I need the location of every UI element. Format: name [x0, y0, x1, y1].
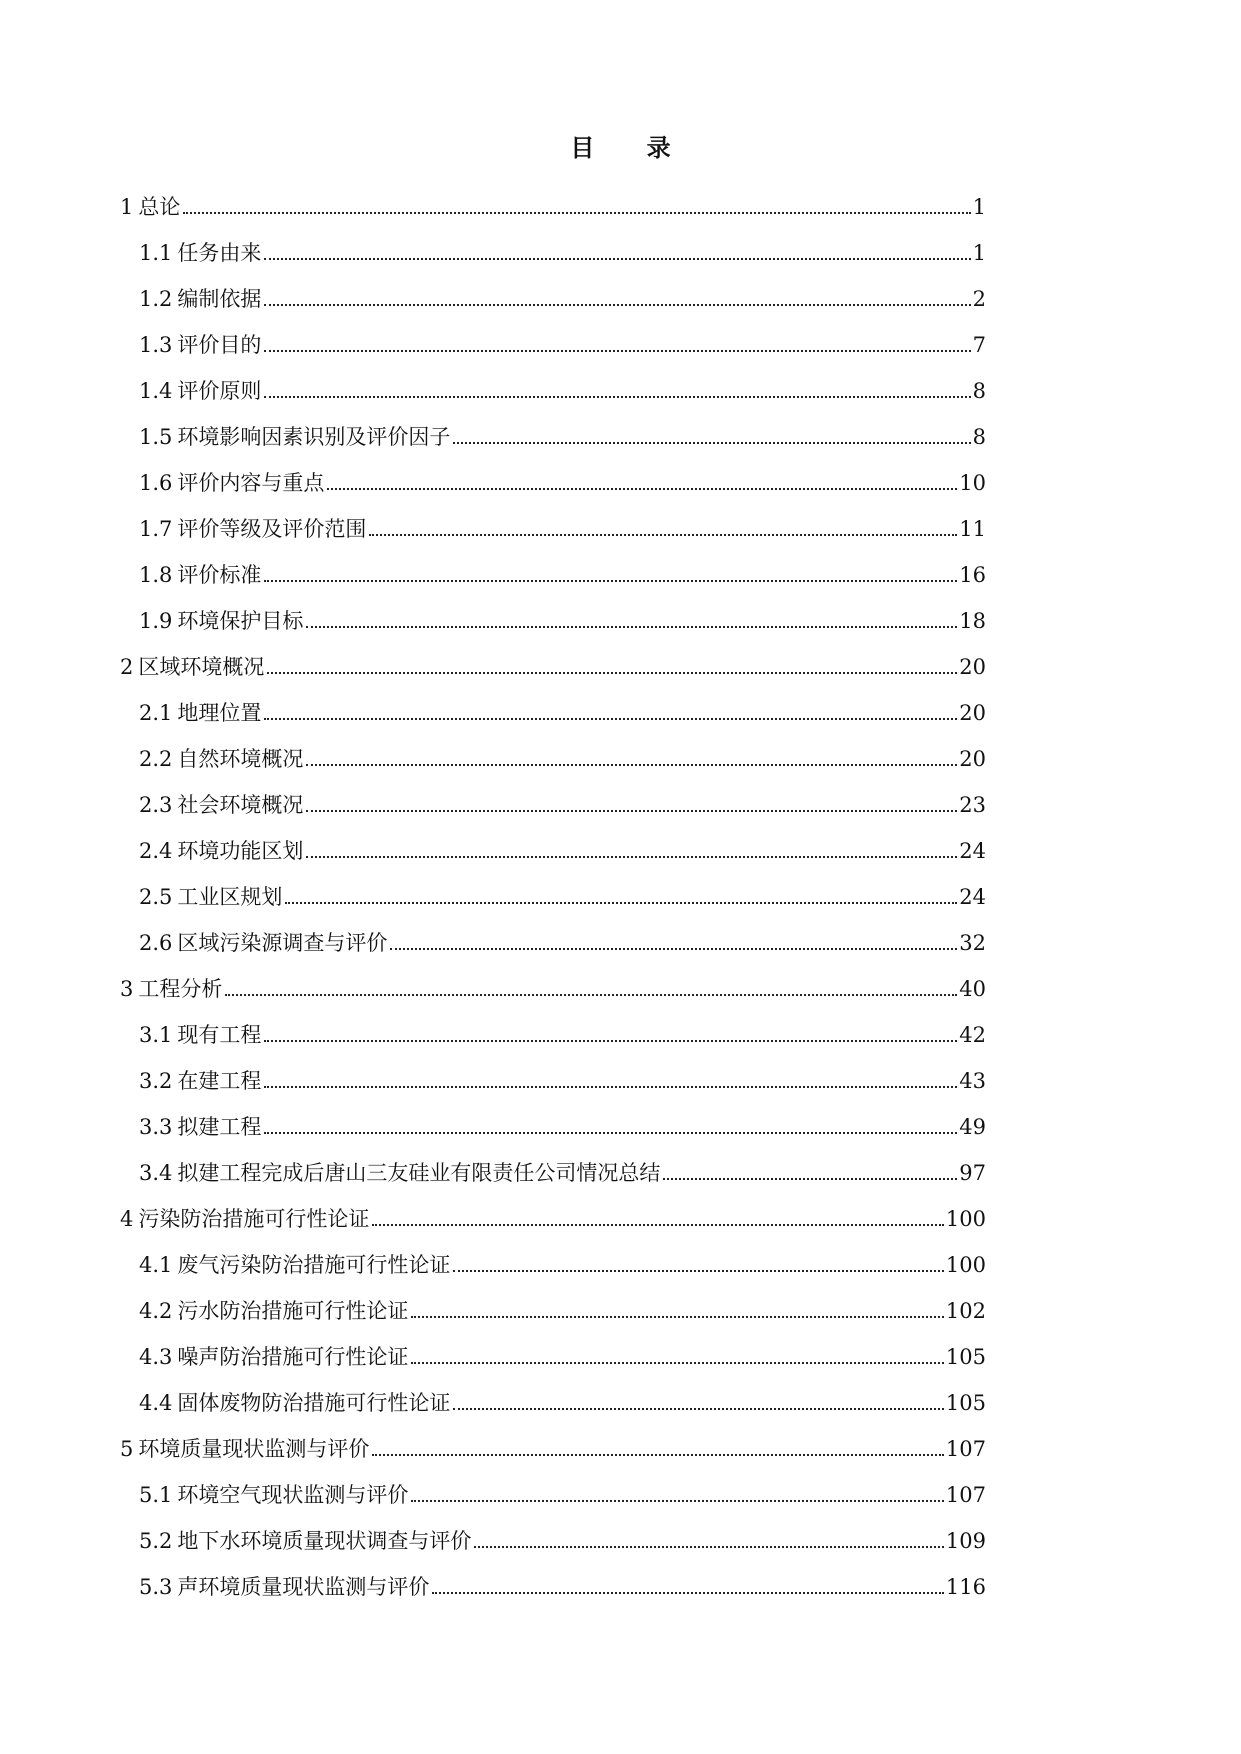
- toc-entry-number: 3: [120, 977, 134, 1001]
- toc-entry-page-number: 1: [972, 195, 986, 219]
- toc-entry[interactable]: [120, 690, 986, 736]
- toc-entry-page-number: 16: [959, 563, 986, 587]
- toc-dot-leader: [663, 1178, 957, 1180]
- toc-entry-title: 噪声防治措施可行性论证: [177, 1345, 409, 1369]
- toc-entry[interactable]: [120, 184, 986, 230]
- toc-entry-title: 现有工程: [177, 1023, 262, 1047]
- toc-list: [120, 184, 986, 1610]
- toc-entry-number: 2.5: [139, 885, 173, 909]
- toc-entry-page-number: 49: [959, 1115, 986, 1139]
- toc-entry-number: 1.6: [139, 471, 173, 495]
- toc-entry-title: 声环境质量现状监测与评价: [177, 1575, 430, 1599]
- toc-entry[interactable]: [120, 874, 986, 920]
- toc-entry-title: 在建工程: [177, 1069, 262, 1093]
- toc-entry-page-number: 24: [959, 885, 986, 909]
- toc-entry-number: 1.4: [139, 379, 173, 403]
- toc-entry-number: 3.2: [139, 1069, 173, 1093]
- toc-dot-leader: [264, 580, 957, 582]
- toc-dot-leader: [372, 1454, 944, 1456]
- toc-entry-page-number: 42: [959, 1023, 986, 1047]
- toc-entry-page-number: 107: [945, 1437, 986, 1461]
- toc-entry[interactable]: [120, 460, 986, 506]
- toc-dot-leader: [264, 1040, 957, 1042]
- toc-entry[interactable]: [120, 552, 986, 598]
- toc-entry-number: 4: [120, 1207, 134, 1231]
- toc-entry-title: 评价标准: [177, 563, 262, 587]
- toc-entry[interactable]: [120, 1380, 986, 1426]
- toc-entry[interactable]: [120, 782, 986, 828]
- toc-entry-page-number: 116: [945, 1575, 986, 1599]
- toc-entry-page-number: 11: [959, 517, 986, 541]
- toc-entry-title: 评价内容与重点: [177, 471, 325, 495]
- toc-entry-title: 区域污染源调查与评价: [177, 931, 388, 955]
- toc-entry-number: 1.8: [139, 563, 173, 587]
- toc-entry-title: 拟建工程完成后唐山三友硅业有限责任公司情况总结: [177, 1161, 661, 1185]
- toc-dot-leader: [264, 396, 970, 398]
- toc-entry[interactable]: [120, 506, 986, 552]
- toc-entry-number: 2.4: [139, 839, 173, 863]
- toc-entry-number: 1.1: [139, 241, 173, 265]
- toc-entry-title: 编制依据: [177, 287, 262, 311]
- toc-entry-title: 污水防治措施可行性论证: [177, 1299, 409, 1323]
- toc-dot-leader: [372, 1224, 944, 1226]
- toc-dot-leader: [285, 902, 957, 904]
- toc-dot-leader: [264, 258, 970, 260]
- toc-entry-title: 环境空气现状监测与评价: [177, 1483, 409, 1507]
- toc-entry[interactable]: [120, 1012, 986, 1058]
- toc-entry-number: 4.2: [139, 1299, 173, 1323]
- toc-dot-leader: [306, 856, 957, 858]
- toc-dot-leader: [267, 672, 957, 674]
- toc-entry-title: 区域环境概况: [138, 655, 265, 679]
- toc-dot-leader: [306, 626, 957, 628]
- toc-entry[interactable]: [120, 1564, 986, 1610]
- toc-entry[interactable]: [120, 598, 986, 644]
- toc-entry-number: 5: [120, 1437, 134, 1461]
- toc-entry[interactable]: [120, 1150, 986, 1196]
- toc-entry-number: 3.1: [139, 1023, 173, 1047]
- toc-entry[interactable]: [120, 1104, 986, 1150]
- toc-entry[interactable]: [120, 230, 986, 276]
- toc-entry-number: 3.3: [139, 1115, 173, 1139]
- toc-entry-page-number: 8: [972, 379, 986, 403]
- toc-entry-number: 1.3: [139, 333, 173, 357]
- toc-dot-leader: [264, 304, 970, 306]
- toc-entry-page-number: 20: [959, 701, 986, 725]
- toc-dot-leader: [453, 1270, 944, 1272]
- toc-dot-leader: [327, 488, 957, 490]
- toc-dot-leader: [183, 212, 970, 214]
- toc-dot-leader: [306, 810, 957, 812]
- toc-entry-number: 4.1: [139, 1253, 173, 1277]
- toc-entry[interactable]: [120, 1518, 986, 1564]
- toc-entry-title: 拟建工程: [177, 1115, 262, 1139]
- toc-entry[interactable]: [120, 276, 986, 322]
- toc-entry-title: 总论: [138, 195, 181, 219]
- toc-entry-title: 自然环境概况: [177, 747, 304, 771]
- toc-entry-title: 评价等级及评价范围: [177, 517, 367, 541]
- toc-entry-number: 2.2: [139, 747, 173, 771]
- toc-dot-leader: [369, 534, 957, 536]
- toc-dot-leader: [225, 994, 957, 996]
- toc-entry-title: 环境影响因素识别及评价因子: [177, 425, 451, 449]
- toc-entry[interactable]: [120, 368, 986, 414]
- toc-dot-leader: [306, 764, 957, 766]
- toc-entry-number: 2: [120, 655, 134, 679]
- toc-entry-title: 环境保护目标: [177, 609, 304, 633]
- toc-dot-leader: [432, 1592, 944, 1594]
- toc-entry-page-number: 7: [972, 333, 986, 357]
- toc-entry[interactable]: [120, 1288, 986, 1334]
- toc-entry-page-number: 20: [959, 655, 986, 679]
- toc-dot-leader: [411, 1316, 944, 1318]
- toc-entry-number: 5.1: [139, 1483, 173, 1507]
- toc-entry-title: 评价目的: [177, 333, 262, 357]
- toc-entry-number: 2.1: [139, 701, 173, 725]
- toc-entry[interactable]: [120, 414, 986, 460]
- toc-entry-title: 评价原则: [177, 379, 262, 403]
- toc-dot-leader: [264, 1132, 957, 1134]
- toc-entry-page-number: 97: [959, 1161, 986, 1185]
- toc-entry[interactable]: [120, 1242, 986, 1288]
- toc-entry-page-number: 10: [959, 471, 986, 495]
- toc-title: 目 录: [570, 133, 693, 162]
- toc-entry-title: 地理位置: [177, 701, 262, 725]
- toc-entry-number: 3.4: [139, 1161, 173, 1185]
- toc-entry-number: 1.2: [139, 287, 173, 311]
- toc-entry-title: 工业区规划: [177, 885, 283, 909]
- toc-dot-leader: [264, 718, 957, 720]
- toc-dot-leader: [411, 1362, 944, 1364]
- toc-entry-number: 5.3: [139, 1575, 173, 1599]
- toc-entry[interactable]: [120, 1472, 986, 1518]
- toc-entry-page-number: 23: [959, 793, 986, 817]
- toc-entry-page-number: 32: [959, 931, 986, 955]
- toc-entry[interactable]: [120, 1196, 986, 1242]
- toc-entry-title: 工程分析: [138, 977, 223, 1001]
- toc-entry-page-number: 40: [959, 977, 986, 1001]
- toc-entry-page-number: 2: [972, 287, 986, 311]
- toc-entry-title: 污染防治措施可行性论证: [138, 1207, 370, 1231]
- toc-entry-title: 任务由来: [177, 241, 262, 265]
- toc-entry-page-number: 102: [945, 1299, 986, 1323]
- toc-entry[interactable]: [120, 828, 986, 874]
- toc-entry-number: 4.3: [139, 1345, 173, 1369]
- toc-dot-leader: [453, 442, 970, 444]
- toc-entry-page-number: 100: [945, 1253, 986, 1277]
- toc-entry-number: 1.5: [139, 425, 173, 449]
- toc-entry-page-number: 43: [959, 1069, 986, 1093]
- toc-dot-leader: [264, 1086, 957, 1088]
- toc-entry-number: 1.7: [139, 517, 173, 541]
- toc-entry-number: 1.9: [139, 609, 173, 633]
- toc-entry-number: 5.2: [139, 1529, 173, 1553]
- toc-entry-number: 1: [120, 195, 134, 219]
- toc-entry[interactable]: [120, 644, 986, 690]
- toc-entry-page-number: 20: [959, 747, 986, 771]
- toc-entry-page-number: 105: [945, 1391, 986, 1415]
- toc-entry-title: 地下水环境质量现状调查与评价: [177, 1529, 472, 1553]
- toc-entry[interactable]: [120, 1334, 986, 1380]
- toc-entry[interactable]: [120, 920, 986, 966]
- toc-entry[interactable]: [120, 736, 986, 782]
- toc-dot-leader: [474, 1546, 944, 1548]
- toc-entry-page-number: 100: [945, 1207, 986, 1231]
- toc-entry[interactable]: [120, 966, 986, 1012]
- toc-entry-page-number: 105: [945, 1345, 986, 1369]
- toc-entry-title: 环境功能区划: [177, 839, 304, 863]
- toc-entry-page-number: 18: [959, 609, 986, 633]
- toc-entry-page-number: 24: [959, 839, 986, 863]
- toc-entry-title: 环境质量现状监测与评价: [138, 1437, 370, 1461]
- toc-dot-leader: [411, 1500, 944, 1502]
- toc-entry-page-number: 109: [945, 1529, 986, 1553]
- toc-entry[interactable]: [120, 1058, 986, 1104]
- toc-entry-number: 2.3: [139, 793, 173, 817]
- toc-entry[interactable]: [120, 322, 986, 368]
- toc-entry-number: 2.6: [139, 931, 173, 955]
- toc-entry-page-number: 1: [972, 241, 986, 265]
- toc-dot-leader: [390, 948, 957, 950]
- toc-dot-leader: [453, 1408, 944, 1410]
- toc-entry[interactable]: [120, 1426, 986, 1472]
- toc-entry-page-number: 107: [945, 1483, 986, 1507]
- toc-entry-title: 固体废物防治措施可行性论证: [177, 1391, 451, 1415]
- toc-entry-title: 废气污染防治措施可行性论证: [177, 1253, 451, 1277]
- toc-entry-title: 社会环境概况: [177, 793, 304, 817]
- toc-entry-page-number: 8: [972, 425, 986, 449]
- toc-dot-leader: [264, 350, 970, 352]
- toc-entry-number: 4.4: [139, 1391, 173, 1415]
